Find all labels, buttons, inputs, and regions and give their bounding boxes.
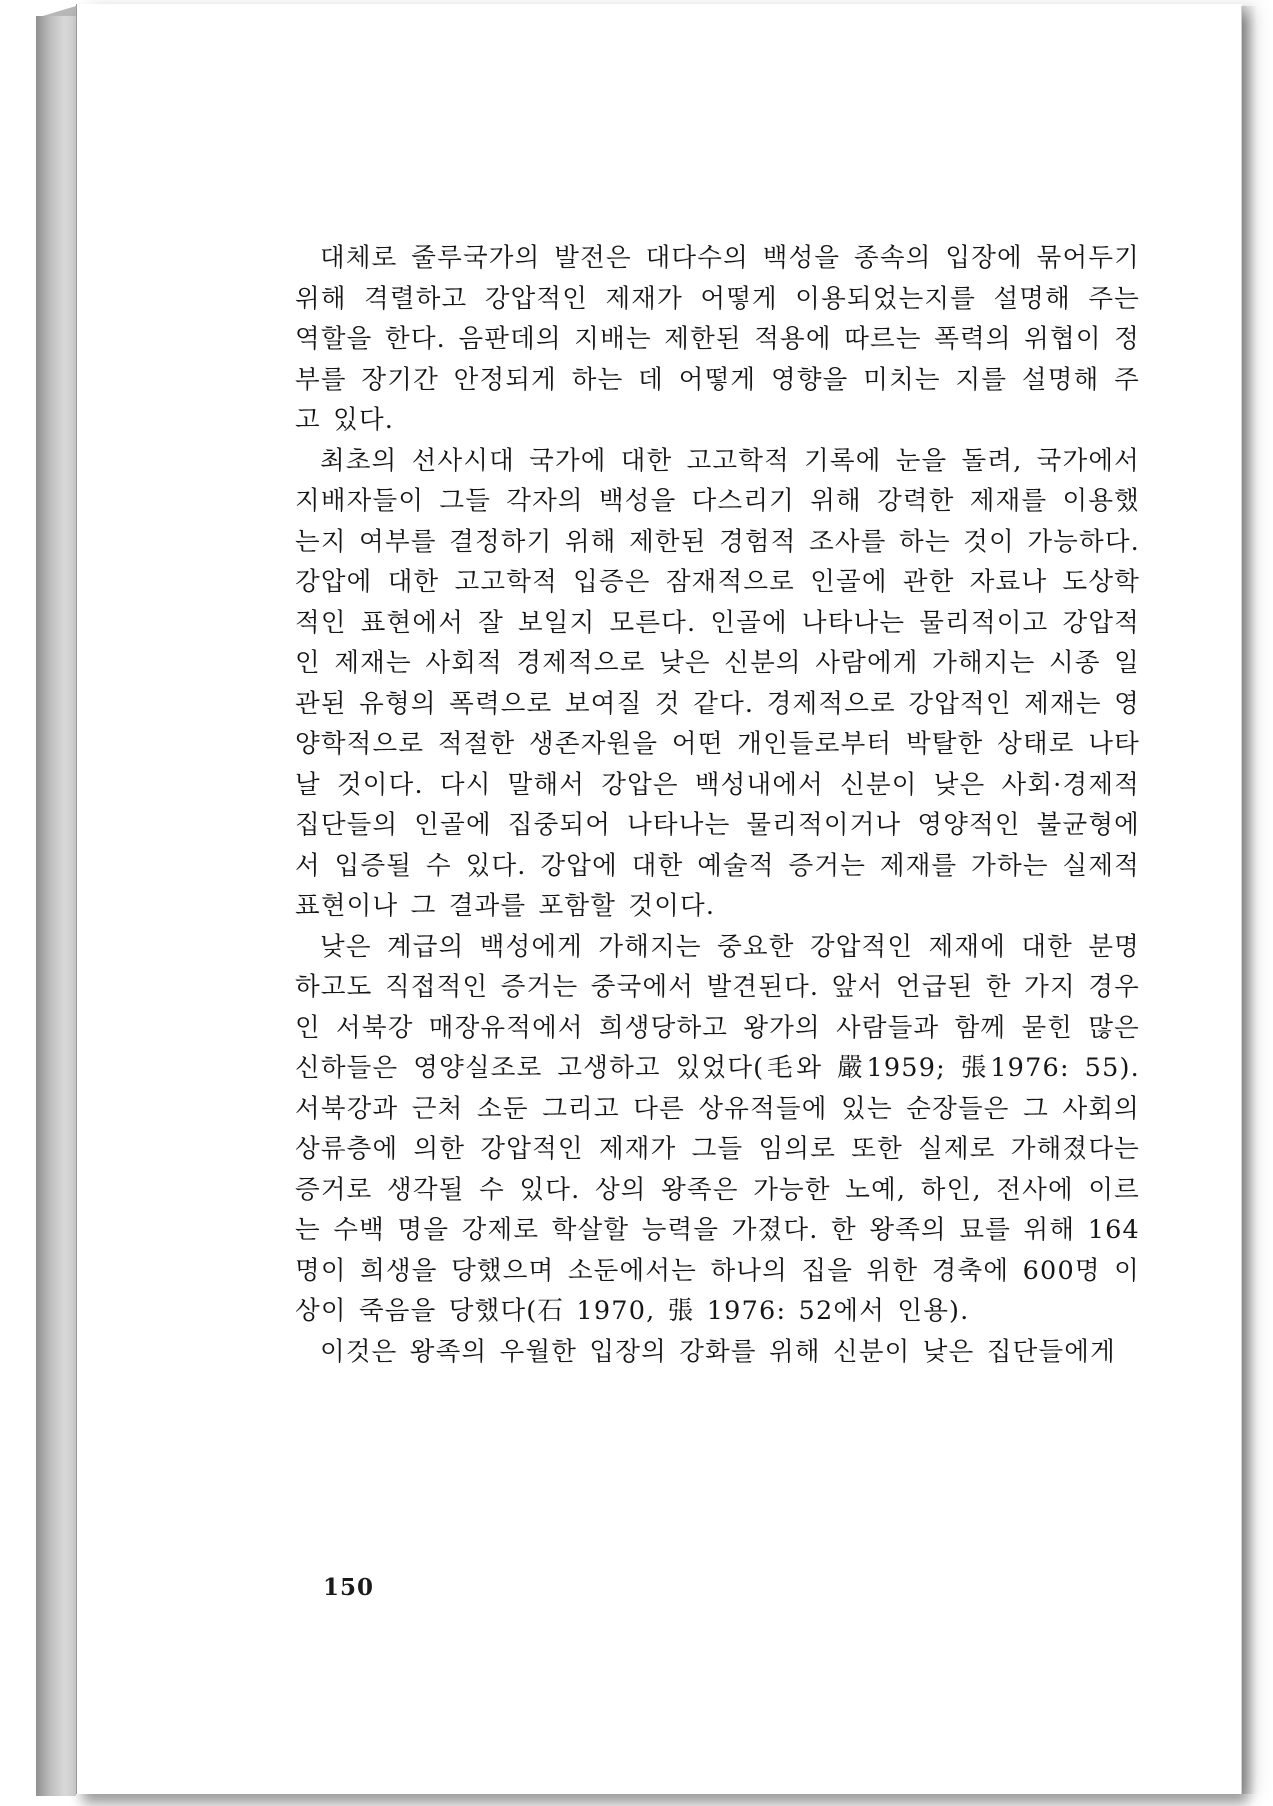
page-shadow-edge bbox=[1241, 6, 1257, 1794]
paragraph: 낮은 계급의 백성에게 가해지는 중요한 강압적인 제재에 대한 분명하고도 직접적인 증거는 중국에서 발견된다. 앞서 언급된 한 가지 경우인 서북강 매장유적에서 희생당하고 왕가의 사람들과 함께 묻힌 많은 신하들은 영양실조로 고생하고 있었다(毛와 嚴1959; 張1976: 55). 서북강과 근처 소둔 그리고 다른 상유적들에 있는 순장들은 그 사회의 상류층에 의한 강압적인 제재가 그들 임의로 또한 실제로 가해졌다는 증거로 생각될 수 있다. 상의 왕족은 가능한 노예, 하인, 전사에 이르는 수백 명을 강제로 학살할 능력을 가졌다. 한 왕족의 묘를 위해 164명이 희생을 당했으며 소둔에서는 하나의 집을 위한 경축에 600명 이상이 죽음을 당했다(石 1970, 張 1976: 52에서 인용). bbox=[295, 931, 1140, 1326]
page-number: 150 bbox=[323, 1574, 375, 1601]
paragraph: 이것은 왕족의 우월한 입장의 강화를 위해 신분이 낮은 집단들에게 bbox=[320, 1336, 1116, 1367]
paragraph: 대체로 줄루국가의 발전은 대다수의 백성을 종속의 입장에 묶어두기 위해 격렬하고 강압적인 제재가 어떻게 이용되었는지를 설명해 주는 역할을 한다. 음판데의 지배는 제한된 적용에 따르는 폭력의 위협이 정부를 장기간 안정되게 하는 데 어떻게 영향을 미치는 지를 설명해 주고 있다. bbox=[295, 243, 1140, 435]
paragraph: 최초의 선사시대 국가에 대한 고고학적 기록에 눈을 돌려, 국가에서 지배자들이 그들 각자의 백성을 다스리기 위해 강력한 제재를 이용했는지 여부를 결정하기 위해 제한된 경험적 조사를 하는 것이 가능하다. 강압에 대한 고고학적 입증은 잠재적으로 인골에 관한 자료나 도상학적인 표현에서 잘 보일지 모른다. 인골에 나타나는 물리적이고 강압적인 제재는 사회적 경제적으로 낮은 신분의 사람에게 가해지는 시종 일관된 유형의 폭력으로 보여질 것 같다. 경제적으로 강압적인 제재는 영양학적으로 적절한 생존자원을 어떤 개인들로부터 박탈한 상태로 나타날 것이다. 다시 말해서 강압은 백성내에서 신분이 낮은 사회·경제적 집단들의 인골에 집중되어 나타나는 물리적이거나 영양적인 불균형에서 입증될 수 있다. 강압에 대한 예술적 증거는 제재를 가하는 실제적 표현이나 그 결과를 포함할 것이다. bbox=[295, 445, 1140, 921]
book-spine-edge bbox=[36, 16, 76, 1796]
body-text bbox=[295, 238, 1140, 1372]
